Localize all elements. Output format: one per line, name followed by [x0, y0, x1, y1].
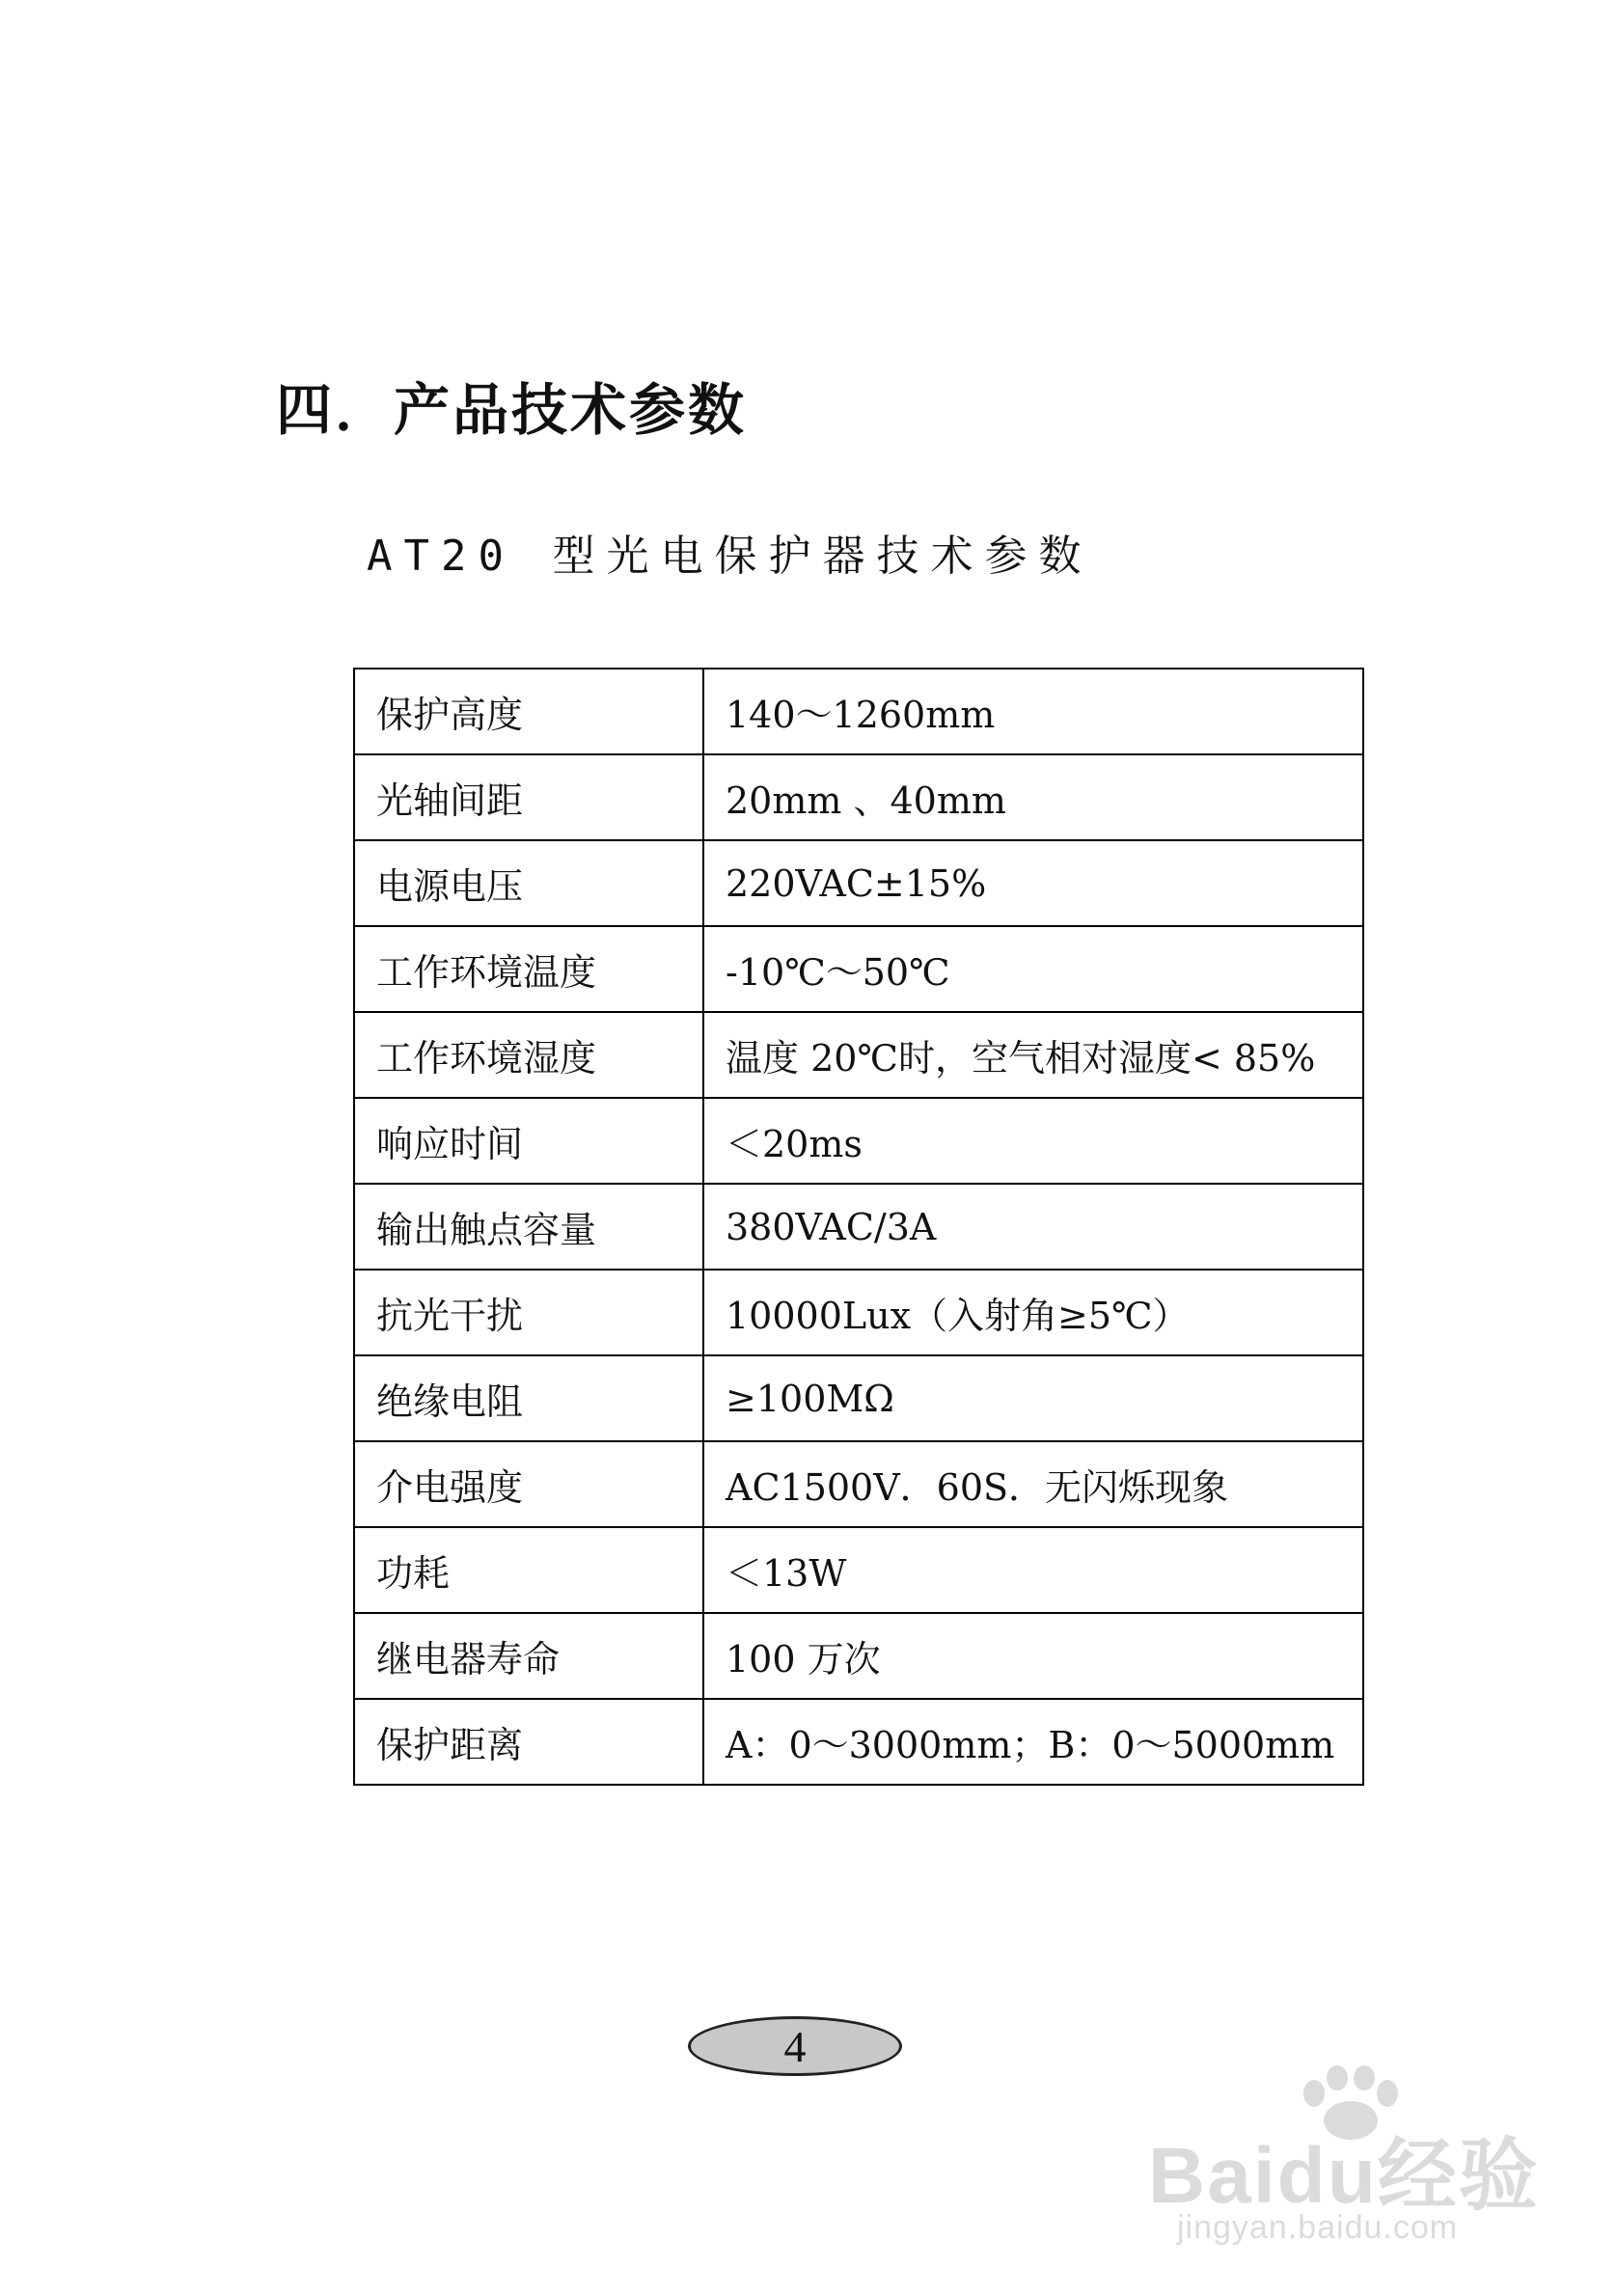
- spec-label: 继电器寿命: [354, 1613, 703, 1699]
- spec-label: 电源电压: [354, 840, 703, 926]
- watermark-url: jingyan.baidu.com: [1177, 2209, 1459, 2246]
- watermark-brand: Baidu经验: [1148, 2132, 1540, 2220]
- spec-label: 响应时间: [354, 1098, 703, 1184]
- spec-value: A：0～3000mm；B：0～5000mm: [703, 1699, 1363, 1785]
- spec-label: 保护高度: [354, 669, 703, 754]
- spec-value: ＜13W: [703, 1527, 1363, 1613]
- spec-label: 功耗: [354, 1527, 703, 1613]
- spec-table: [353, 668, 1364, 1786]
- section-heading: 四．产品技术参数: [276, 377, 748, 443]
- spec-label: 工作环境湿度: [354, 1012, 703, 1098]
- table-row: [354, 754, 1363, 840]
- baidu-watermark: [1148, 2064, 1573, 2248]
- table-row: [354, 1355, 1363, 1441]
- table-row: [354, 669, 1363, 754]
- table-row: [354, 1270, 1363, 1355]
- table-title: AT20 型光电保护器技术参数: [367, 532, 1093, 581]
- table-row: [354, 1699, 1363, 1785]
- spec-label: 工作环境温度: [354, 926, 703, 1012]
- spec-value: 温度 20℃时，空气相对湿度< 85%: [703, 1012, 1363, 1098]
- table-row: [354, 1098, 1363, 1184]
- spec-value: 100 万次: [703, 1613, 1363, 1699]
- spec-value: 20mm 、40mm: [703, 754, 1363, 840]
- table-row: [354, 1613, 1363, 1699]
- page-number: 4: [783, 2021, 807, 2071]
- spec-value: ≥100MΩ: [703, 1355, 1363, 1441]
- page-number-badge: [688, 2016, 902, 2076]
- table-row: [354, 1184, 1363, 1270]
- table-row: [354, 1012, 1363, 1098]
- table-row: [354, 1527, 1363, 1613]
- spec-label: 介电强度: [354, 1441, 703, 1527]
- spec-value: AC1500V．60S．无闪烁现象: [703, 1441, 1363, 1527]
- spec-label: 输出触点容量: [354, 1184, 703, 1270]
- spec-label: 光轴间距: [354, 754, 703, 840]
- spec-label: 绝缘电阻: [354, 1355, 703, 1441]
- spec-value: -10℃～50℃: [703, 926, 1363, 1012]
- spec-label: 抗光干扰: [354, 1270, 703, 1355]
- spec-value: ＜20ms: [703, 1098, 1363, 1184]
- spec-value: 140～1260mm: [703, 669, 1363, 754]
- spec-value: 10000Lux（入射角≥5℃）: [703, 1270, 1363, 1355]
- spec-label: 保护距离: [354, 1699, 703, 1785]
- table-row: [354, 1441, 1363, 1527]
- spec-value: 380VAC/3A: [703, 1184, 1363, 1270]
- spec-value: 220VAC±15%: [703, 840, 1363, 926]
- table-row: [354, 840, 1363, 926]
- table-row: [354, 926, 1363, 1012]
